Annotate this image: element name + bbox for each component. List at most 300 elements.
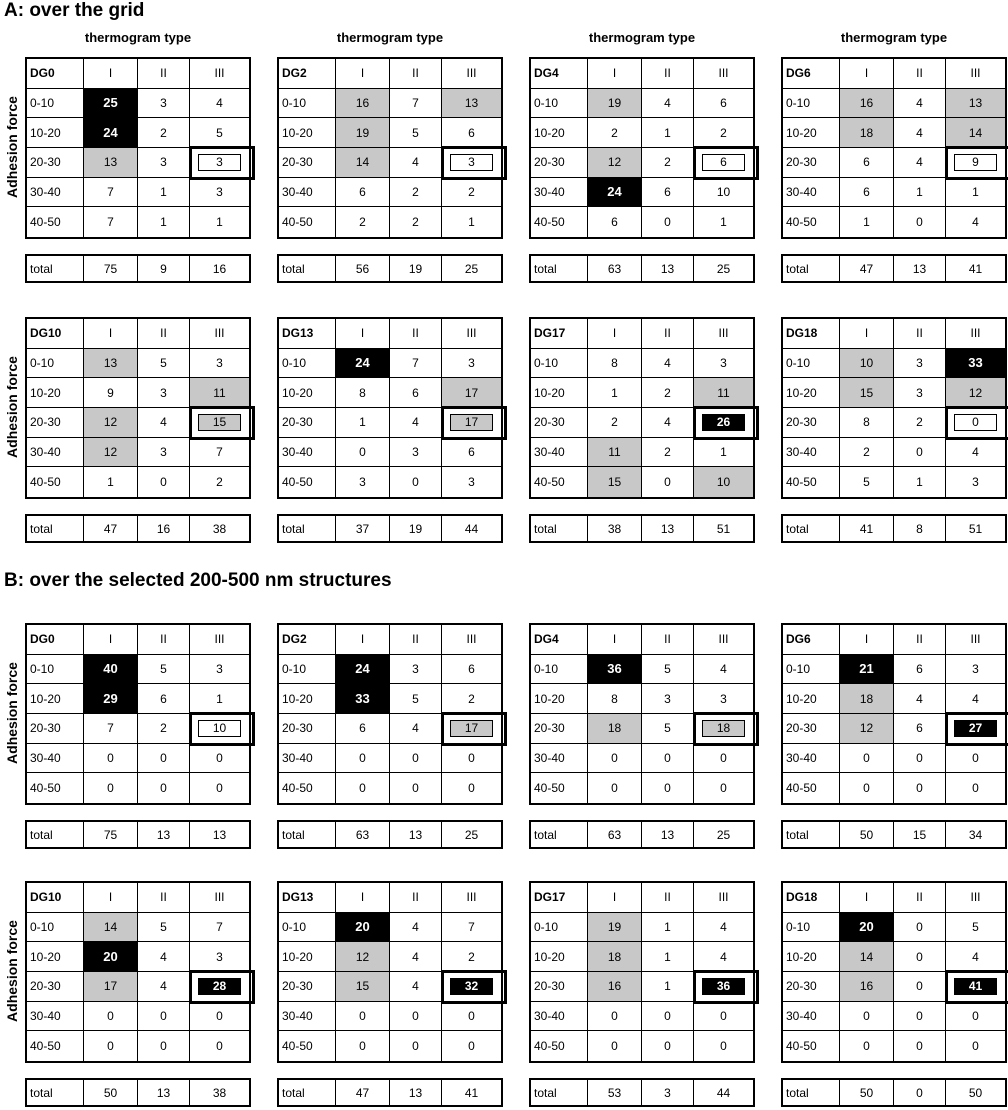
table-cell: 14 <box>336 148 390 178</box>
panel-name: DG6 <box>783 625 840 655</box>
table-cell: 8 <box>588 349 642 379</box>
table-cell: 1 <box>588 378 642 408</box>
table-cell: 4 <box>138 942 190 972</box>
row-label: 30-40 <box>279 1002 336 1032</box>
table-cell: 6 <box>138 684 190 714</box>
table-cell: 18 <box>840 684 894 714</box>
table-cell: 0 <box>720 1039 727 1054</box>
table-cell: 0 <box>894 744 946 774</box>
total-label: total <box>27 1080 84 1105</box>
table-cell: 10 <box>840 349 894 379</box>
row-label: 10-20 <box>279 378 336 408</box>
table-cell: 0 <box>390 1002 442 1032</box>
highlighted-value: 17 <box>450 414 493 431</box>
row-label: 10-20 <box>783 378 840 408</box>
row-label: 20-30 <box>27 714 84 744</box>
table-cell: 1 <box>694 438 753 468</box>
total-value: 34 <box>968 827 983 842</box>
total-label: total <box>783 256 840 281</box>
table-cell: 8 <box>840 408 894 438</box>
row-label: 0-10 <box>783 913 840 943</box>
column-header: II <box>390 883 442 913</box>
section-a-title: A: over the grid <box>4 0 145 21</box>
row-label: 30-40 <box>531 178 588 208</box>
highlighted-cell <box>190 408 249 438</box>
totals-row <box>781 514 1007 543</box>
table-cell: 4 <box>642 349 694 379</box>
table-cell: 2 <box>694 118 753 148</box>
table-cell: 2 <box>840 438 894 468</box>
column-header: I <box>336 625 390 655</box>
table-cell: 24 <box>84 118 138 148</box>
total-label: total <box>783 516 840 541</box>
row-label: 0-10 <box>27 349 84 379</box>
table-cell: 4 <box>894 684 946 714</box>
table-cell: 1 <box>894 178 946 208</box>
row-label: 30-40 <box>279 178 336 208</box>
table-cell: 0 <box>946 1002 1005 1032</box>
row-label: 40-50 <box>27 773 84 803</box>
column-header: I <box>840 883 894 913</box>
table-cell: 7 <box>190 438 249 468</box>
highlighted-value: 6 <box>702 154 745 171</box>
table-cell: 0 <box>694 744 753 774</box>
table-cell: 2 <box>138 118 190 148</box>
table-cell: 3 <box>442 349 501 379</box>
row-label: 30-40 <box>531 744 588 774</box>
table-cell: 1 <box>138 207 190 237</box>
row-label: 0-10 <box>279 349 336 379</box>
table-cell: 10 <box>694 178 753 208</box>
table-cell: 5 <box>840 467 894 497</box>
highlighted-cell <box>190 148 249 178</box>
table-cell: 6 <box>642 178 694 208</box>
column-header: I <box>84 319 138 349</box>
table-cell: 18 <box>588 942 642 972</box>
table-cell: 0 <box>894 942 946 972</box>
table-cell: 0 <box>336 744 390 774</box>
row-label: 30-40 <box>783 1002 840 1032</box>
table-cell: 0 <box>642 467 694 497</box>
panel-name: DG2 <box>279 625 336 655</box>
count-table <box>781 57 1007 239</box>
table-cell: 0 <box>390 744 442 774</box>
table-cell: 11 <box>190 378 249 408</box>
table-cell: 16 <box>588 972 642 1002</box>
row-label: 40-50 <box>783 467 840 497</box>
row-label: 0-10 <box>783 89 840 119</box>
table-cell: 4 <box>190 89 249 119</box>
highlighted-cell <box>946 408 1005 438</box>
panel-name: DG13 <box>279 883 336 913</box>
table-cell: 6 <box>336 714 390 744</box>
table-cell: 3 <box>694 349 753 379</box>
column-header: III <box>190 625 249 655</box>
row-label: 0-10 <box>279 89 336 119</box>
column-header: I <box>840 319 894 349</box>
row-label: 0-10 <box>783 655 840 685</box>
thermogram-type-label: thermogram type <box>336 30 444 45</box>
column-header: II <box>642 319 694 349</box>
thermogram-type-label: thermogram type <box>84 30 192 45</box>
total-value: 8 <box>894 516 946 541</box>
table-cell: 1 <box>216 215 223 230</box>
row-label: 20-30 <box>783 148 840 178</box>
row-label: 30-40 <box>279 744 336 774</box>
totals-row <box>25 820 251 849</box>
row-label: 10-20 <box>279 684 336 714</box>
row-label: 0-10 <box>279 913 336 943</box>
row-label: 40-50 <box>783 1031 840 1061</box>
table-cell: 5 <box>138 913 190 943</box>
table-cell: 3 <box>468 475 475 490</box>
adhesion-force-label: Adhesion force <box>4 96 20 198</box>
table-cell: 4 <box>390 942 442 972</box>
table-cell: 12 <box>946 378 1005 408</box>
table-cell: 11 <box>694 378 753 408</box>
column-header: II <box>894 59 946 89</box>
table-cell: 0 <box>894 1002 946 1032</box>
count-table <box>277 317 503 499</box>
total-label: total <box>279 1080 336 1105</box>
row-label: 20-30 <box>279 408 336 438</box>
column-header: III <box>694 625 753 655</box>
table-cell: 19 <box>588 913 642 943</box>
row-label: 20-30 <box>531 972 588 1002</box>
row-label: 20-30 <box>27 408 84 438</box>
highlighted-cell <box>442 972 501 1002</box>
column-header: II <box>642 883 694 913</box>
count-table <box>25 57 251 239</box>
table-cell: 0 <box>84 744 138 774</box>
table-cell: 0 <box>642 1002 694 1032</box>
column-header: II <box>894 883 946 913</box>
highlighted-value: 28 <box>198 978 241 995</box>
table-cell: 6 <box>840 178 894 208</box>
total-value: 51 <box>968 521 983 536</box>
table-cell: 1 <box>336 408 390 438</box>
total-label: total <box>27 516 84 541</box>
table-cell: 4 <box>894 118 946 148</box>
highlighted-value: 27 <box>954 720 997 737</box>
row-label: 10-20 <box>27 378 84 408</box>
column-header: II <box>390 59 442 89</box>
row-label: 10-20 <box>783 942 840 972</box>
total-value: 63 <box>336 822 390 847</box>
row-label: 20-30 <box>531 714 588 744</box>
table-cell: 0 <box>840 744 894 774</box>
count-table <box>781 317 1007 499</box>
total-value: 13 <box>642 516 694 541</box>
table-cell: 24 <box>336 349 390 379</box>
table-cell: 8 <box>588 684 642 714</box>
table-cell: 3 <box>190 178 249 208</box>
table-cell: 36 <box>588 655 642 685</box>
table-cell: 0 <box>588 1002 642 1032</box>
table-cell: 4 <box>390 148 442 178</box>
table-cell: 14 <box>84 913 138 943</box>
highlighted-value: 3 <box>450 154 493 171</box>
table-cell: 2 <box>642 148 694 178</box>
table-cell: 0 <box>588 744 642 774</box>
adhesion-force-label: Adhesion force <box>4 920 20 1022</box>
table-cell: 0 <box>720 781 727 796</box>
count-table <box>25 623 251 805</box>
column-header: II <box>138 59 190 89</box>
table-cell: 20 <box>336 913 390 943</box>
total-value: 50 <box>840 822 894 847</box>
panel-name: DG10 <box>27 319 84 349</box>
column-header: III <box>190 59 249 89</box>
panel-name: DG18 <box>783 883 840 913</box>
table-cell: 3 <box>336 467 390 497</box>
highlighted-cell <box>946 972 1005 1002</box>
table-cell: 0 <box>336 438 390 468</box>
total-value: 41 <box>840 516 894 541</box>
table-cell: 4 <box>972 215 979 230</box>
table-cell: 3 <box>190 655 249 685</box>
total-value: 47 <box>336 1080 390 1105</box>
totals-row <box>529 254 755 283</box>
table-cell: 3 <box>390 655 442 685</box>
column-header: III <box>442 625 501 655</box>
row-label: 20-30 <box>27 972 84 1002</box>
table-cell: 25 <box>84 89 138 119</box>
table-cell: 0 <box>894 972 946 1002</box>
table-cell: 9 <box>84 378 138 408</box>
highlighted-value: 41 <box>954 978 997 995</box>
table-cell: 5 <box>946 913 1005 943</box>
row-label: 40-50 <box>27 207 84 237</box>
table-cell: 4 <box>946 438 1005 468</box>
total-value: 25 <box>716 261 731 276</box>
table-cell: 12 <box>84 438 138 468</box>
table-cell: 11 <box>588 438 642 468</box>
row-label: 30-40 <box>27 178 84 208</box>
column-header: II <box>642 625 694 655</box>
highlighted-value: 18 <box>702 720 745 737</box>
table-cell: 5 <box>390 118 442 148</box>
count-table <box>25 881 251 1063</box>
table-cell: 0 <box>216 1039 223 1054</box>
table-cell: 17 <box>84 972 138 1002</box>
highlighted-cell <box>694 714 753 744</box>
table-cell: 5 <box>642 714 694 744</box>
total-value: 25 <box>716 827 731 842</box>
row-label: 20-30 <box>531 148 588 178</box>
totals-row <box>529 1078 755 1107</box>
panel-name: DG2 <box>279 59 336 89</box>
table-cell: 16 <box>840 972 894 1002</box>
table-cell: 0 <box>642 207 694 237</box>
table-cell: 14 <box>840 942 894 972</box>
highlighted-value: 0 <box>954 414 997 431</box>
total-value: 0 <box>894 1080 946 1105</box>
column-header: III <box>694 59 753 89</box>
column-header: III <box>190 319 249 349</box>
highlighted-value: 17 <box>450 720 493 737</box>
table-cell: 12 <box>588 148 642 178</box>
total-value: 16 <box>138 516 190 541</box>
total-label: total <box>531 256 588 281</box>
column-header: III <box>694 883 753 913</box>
row-label: 10-20 <box>783 118 840 148</box>
table-cell: 0 <box>138 467 190 497</box>
panel-name: DG13 <box>279 319 336 349</box>
highlighted-value: 36 <box>702 978 745 995</box>
table-cell: 1 <box>190 684 249 714</box>
column-header: I <box>840 59 894 89</box>
table-cell: 0 <box>840 1002 894 1032</box>
table-cell: 16 <box>840 89 894 119</box>
column-header: II <box>138 319 190 349</box>
total-label: total <box>531 822 588 847</box>
table-cell: 0 <box>138 1002 190 1032</box>
total-label: total <box>783 822 840 847</box>
total-value: 16 <box>212 261 227 276</box>
row-label: 10-20 <box>27 684 84 714</box>
row-label: 10-20 <box>531 942 588 972</box>
panel-name: DG6 <box>783 59 840 89</box>
total-value: 47 <box>84 516 138 541</box>
panel-name: DG17 <box>531 883 588 913</box>
total-value: 50 <box>840 1080 894 1105</box>
table-cell: 5 <box>138 349 190 379</box>
table-cell: 3 <box>190 349 249 379</box>
row-label: 30-40 <box>27 744 84 774</box>
count-table <box>25 317 251 499</box>
column-header: I <box>84 59 138 89</box>
table-cell: 4 <box>138 408 190 438</box>
total-value: 13 <box>212 827 227 842</box>
totals-row <box>277 820 503 849</box>
totals-row <box>781 820 1007 849</box>
table-cell: 0 <box>336 773 390 803</box>
table-cell: 0 <box>694 1002 753 1032</box>
row-label: 20-30 <box>279 148 336 178</box>
table-cell: 0 <box>442 1002 501 1032</box>
table-cell: 1 <box>642 118 694 148</box>
row-label: 10-20 <box>279 942 336 972</box>
column-header: III <box>694 319 753 349</box>
row-label: 40-50 <box>783 207 840 237</box>
row-label: 0-10 <box>27 89 84 119</box>
row-label: 40-50 <box>531 1031 588 1061</box>
adhesion-force-label: Adhesion force <box>4 662 20 764</box>
count-table <box>277 881 503 1063</box>
table-cell: 1 <box>84 467 138 497</box>
column-header: I <box>336 319 390 349</box>
highlighted-cell <box>190 714 249 744</box>
table-cell: 2 <box>216 475 223 490</box>
highlighted-cell <box>190 972 249 1002</box>
total-value: 9 <box>138 256 190 281</box>
row-label: 40-50 <box>783 773 840 803</box>
table-cell: 29 <box>84 684 138 714</box>
totals-row <box>781 1078 1007 1107</box>
total-value: 13 <box>642 256 694 281</box>
table-cell: 7 <box>84 178 138 208</box>
table-cell: 6 <box>588 207 642 237</box>
table-cell: 0 <box>190 1002 249 1032</box>
count-table <box>781 623 1007 805</box>
total-label: total <box>279 516 336 541</box>
table-cell: 2 <box>138 714 190 744</box>
table-cell: 33 <box>946 349 1005 379</box>
table-cell: 4 <box>946 684 1005 714</box>
row-label: 40-50 <box>279 1031 336 1061</box>
table-cell: 18 <box>588 714 642 744</box>
row-label: 20-30 <box>279 972 336 1002</box>
table-cell: 40 <box>84 655 138 685</box>
table-cell: 2 <box>390 178 442 208</box>
column-header: III <box>190 883 249 913</box>
table-cell: 0 <box>84 773 138 803</box>
count-table <box>529 623 755 805</box>
table-cell: 6 <box>694 89 753 119</box>
total-value: 13 <box>138 1080 190 1105</box>
total-label: total <box>279 822 336 847</box>
panel-name: DG0 <box>27 625 84 655</box>
thermogram-type-label: thermogram type <box>588 30 696 45</box>
table-cell: 17 <box>442 378 501 408</box>
column-header: II <box>894 625 946 655</box>
highlighted-value: 3 <box>198 154 241 171</box>
table-cell: 5 <box>642 655 694 685</box>
total-value: 63 <box>588 822 642 847</box>
column-header: II <box>642 59 694 89</box>
row-label: 30-40 <box>279 438 336 468</box>
totals-row <box>529 514 755 543</box>
column-header: II <box>138 883 190 913</box>
highlighted-cell <box>442 148 501 178</box>
row-label: 30-40 <box>531 438 588 468</box>
table-cell: 3 <box>138 438 190 468</box>
highlighted-value: 15 <box>198 414 241 431</box>
totals-row <box>25 1078 251 1107</box>
table-cell: 2 <box>894 408 946 438</box>
table-cell: 5 <box>138 655 190 685</box>
highlighted-cell <box>694 972 753 1002</box>
table-cell: 0 <box>390 1031 442 1061</box>
table-cell: 7 <box>190 913 249 943</box>
table-cell: 4 <box>390 972 442 1002</box>
row-label: 20-30 <box>783 408 840 438</box>
totals-row <box>277 254 503 283</box>
row-label: 0-10 <box>531 655 588 685</box>
count-table <box>277 57 503 239</box>
row-label: 30-40 <box>783 744 840 774</box>
table-cell: 4 <box>894 89 946 119</box>
table-cell: 2 <box>336 207 390 237</box>
highlighted-value: 10 <box>198 720 241 737</box>
highlighted-cell <box>442 408 501 438</box>
row-label: 0-10 <box>27 913 84 943</box>
total-value: 38 <box>212 1085 227 1100</box>
total-value: 44 <box>716 1085 731 1100</box>
total-value: 13 <box>138 822 190 847</box>
column-header: II <box>138 625 190 655</box>
table-cell: 7 <box>390 349 442 379</box>
column-header: III <box>442 319 501 349</box>
row-label: 40-50 <box>279 207 336 237</box>
table-cell: 0 <box>390 773 442 803</box>
table-cell: 0 <box>840 1031 894 1061</box>
total-value: 51 <box>716 521 731 536</box>
table-cell: 2 <box>442 684 501 714</box>
row-label: 20-30 <box>783 714 840 744</box>
panel-name: DG4 <box>531 59 588 89</box>
